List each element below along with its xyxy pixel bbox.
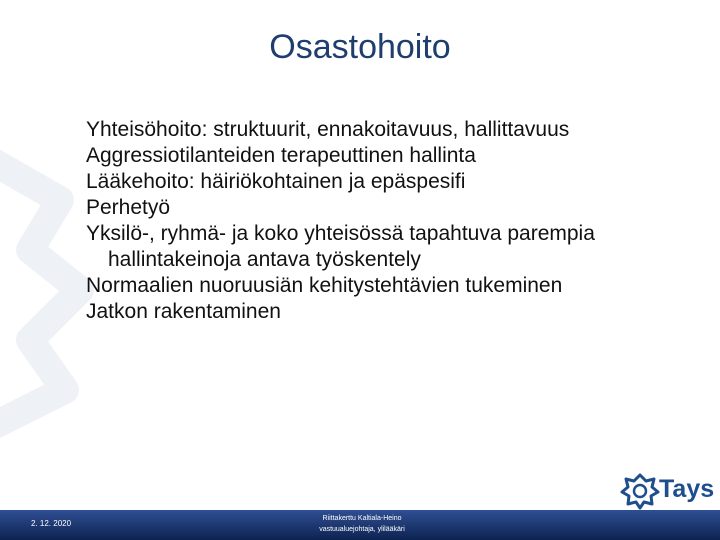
bullet-item: Aggressiotilanteiden terapeuttinen hallinta [86,144,476,167]
bullet-item: Normaalien nuoruusiän kehitystehtävien tukeminen [86,274,563,297]
tays-logo [620,470,716,510]
background-watermark-icon [0,140,100,440]
footer-author-title: vastuualuejohtaja, ylilääkäri [319,526,405,533]
logo-text: Tays [659,475,715,503]
bullet-item: Yhteisöhoito: struktuurit, ennakoitavuus, hallittavuus [86,118,570,141]
slide-title: Osastohoito [269,28,451,66]
bullet-item: Lääkehoito: häiriökohtainen ja epäspesifi [86,170,466,193]
footer-author-name: Riittakerttu Kaltiala-Heino [322,515,402,522]
footer-date: 2. 12. 2020 [31,519,72,528]
bullet-list [86,117,686,325]
tays-logo-icon [620,470,660,510]
footer-author [262,513,462,535]
footer-bar [0,510,720,540]
bullet-item: Perhetyö [86,196,171,219]
bullet-item: Yksilö-, ryhmä- ja koko yhteisössä tapahtuva parempia hallintakeinoja antava työskentely [86,222,595,271]
bullet-item: Jatkon rakentaminen [86,300,281,323]
